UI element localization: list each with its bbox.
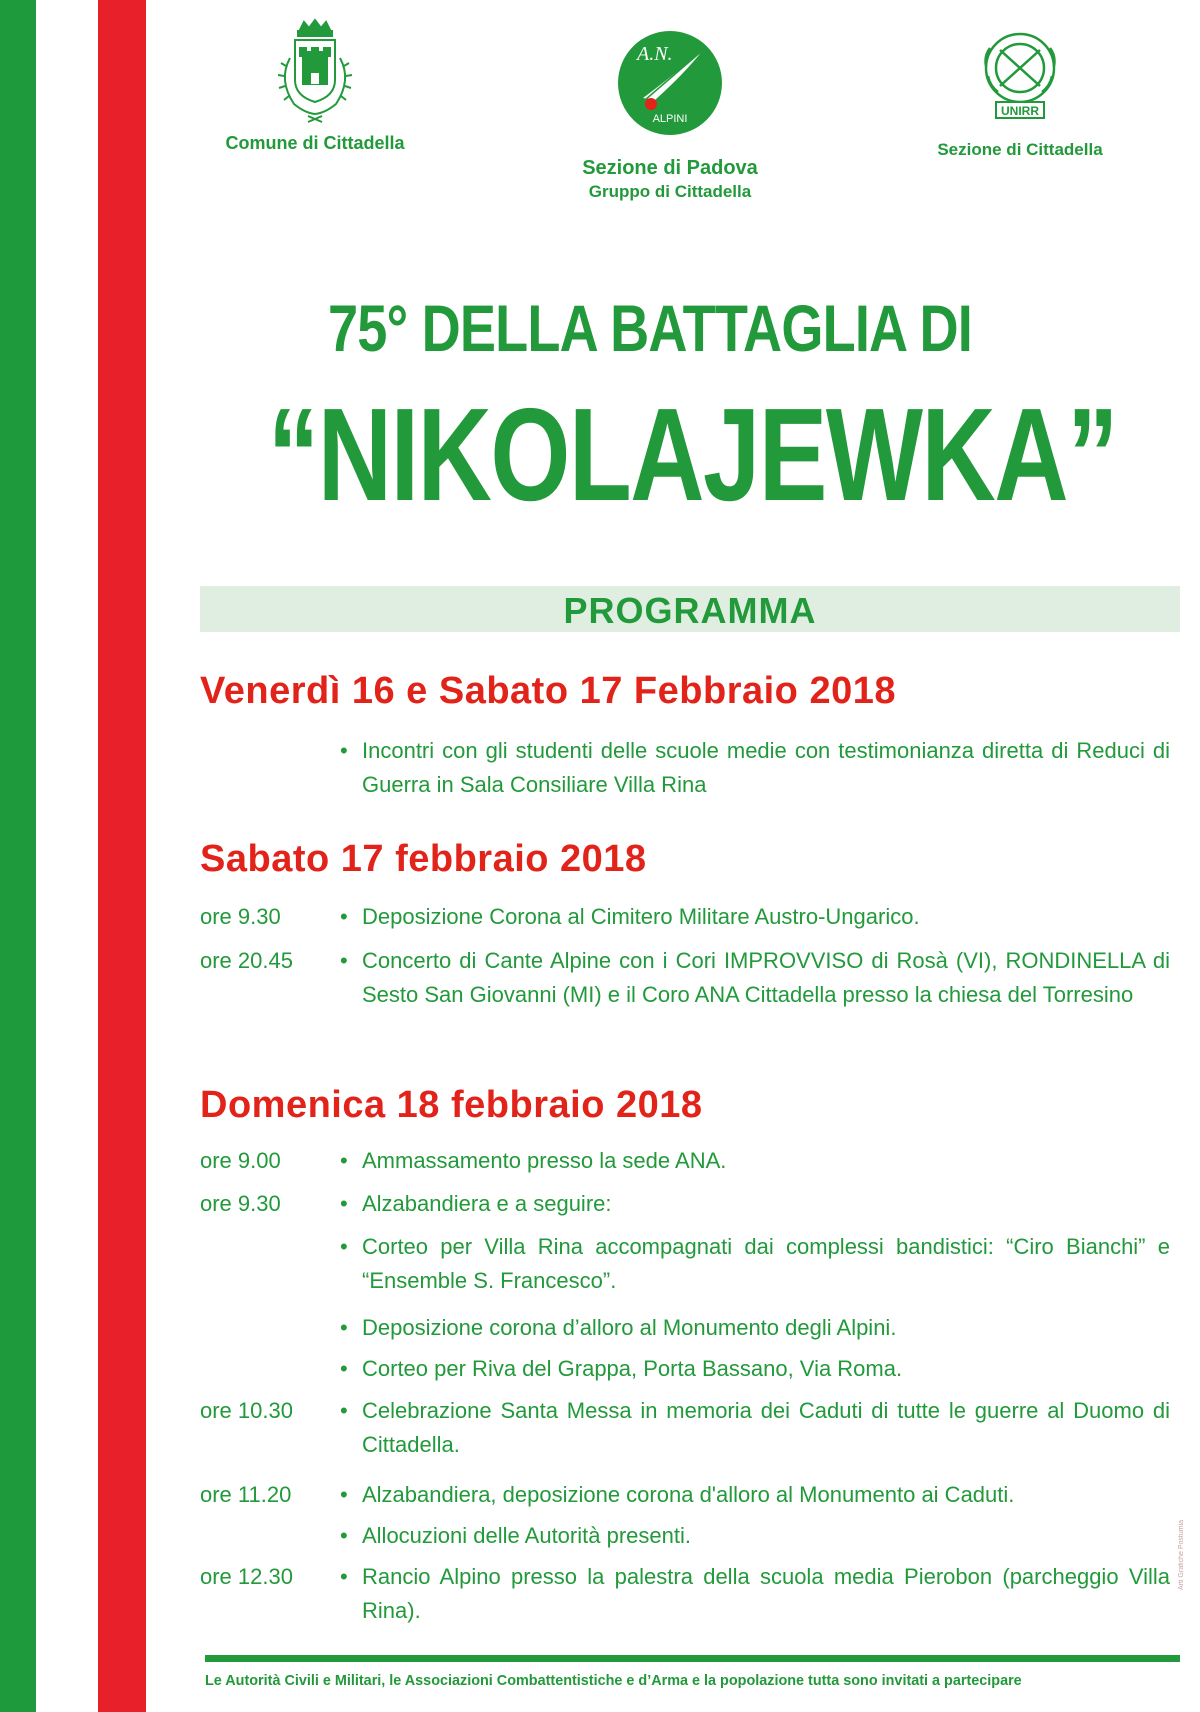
event-time: ore 11.20 <box>200 1482 292 1507</box>
event-time: ore 9.30 <box>200 1191 281 1216</box>
footer-divider <box>205 1655 1180 1662</box>
ana-feather-emblem-icon <box>615 28 725 138</box>
bullet-icon: • <box>340 1148 348 1173</box>
event-text: Alzabandiera, deposizione corona d'alloro al Monumento ai Caduti. <box>362 1482 1015 1507</box>
ana-caption-section: Sezione di Padova <box>582 157 758 179</box>
bullet-icon: • <box>340 1191 348 1216</box>
title-line-1: 75° DELLA BATTAGLIA DI <box>327 291 973 365</box>
flag-stripe-red <box>98 0 146 1712</box>
event-row <box>200 1352 1170 1386</box>
bullet-icon: • <box>340 948 348 973</box>
day-heading-1: Venerdì 16 e Sabato 17 Febbraio 2018 <box>200 670 896 712</box>
printer-credit: Arti Grafiche Postumia <box>1178 1520 1185 1591</box>
event-row <box>200 900 1170 934</box>
ana-emblem-bottom-text: ALPINI <box>652 113 688 125</box>
unirr-caption: Sezione di Cittadella <box>937 140 1103 159</box>
event-text: Deposizione Corona al Cimitero Militare Austro-Ungarico. <box>362 904 920 929</box>
title-line-2: “NIKOLAJEWKA” <box>267 381 1117 528</box>
ana-caption-group: Gruppo di Cittadella <box>588 182 752 201</box>
event-time: ore 9.30 <box>200 904 281 929</box>
bullet-icon: • <box>340 1564 348 1589</box>
event-row <box>200 1144 1170 1178</box>
flag-stripe-green <box>0 0 36 1712</box>
event-text: Incontri con gli studenti delle scuole medie con testimonianza diretta di Reduci di Guerra in Sala Consiliare Villa Rina <box>362 738 1170 797</box>
event-time: ore 12.30 <box>200 1564 293 1589</box>
bullet-icon: • <box>340 1234 348 1259</box>
event-time: ore 10.30 <box>200 1398 293 1423</box>
day-heading-2: Sabato 17 febbraio 2018 <box>200 838 647 880</box>
event-text: Rancio Alpino presso la palestra della scuola media Pierobon (parcheggio Villa Rina). <box>362 1564 1170 1623</box>
event-text: Corteo per Riva del Grappa, Porta Bassano, Via Roma. <box>362 1356 903 1381</box>
bullet-icon: • <box>340 1315 348 1340</box>
unirr-emblem-text: UNIRR <box>1001 104 1039 118</box>
event-text: Allocuzioni delle Autorità presenti. <box>362 1523 691 1548</box>
bullet-icon: • <box>340 1398 348 1423</box>
event-text: Celebrazione Santa Messa in memoria dei Caduti di tutte le guerre al Duomo di Cittadella. <box>362 1398 1170 1457</box>
bullet-icon: • <box>340 1523 348 1548</box>
event-text: Ammassamento presso la sede ANA. <box>362 1148 727 1173</box>
ana-emblem-top-text: A.N. <box>637 43 673 65</box>
programma-heading: PROGRAMMA <box>200 586 1180 632</box>
ana-logo <box>520 28 820 202</box>
bullet-icon: • <box>340 1482 348 1507</box>
day-heading-3: Domenica 18 febbraio 2018 <box>200 1084 703 1126</box>
event-row <box>200 1519 1170 1553</box>
unirr-logo <box>920 28 1120 160</box>
event-text: Alzabandiera e a seguire: <box>362 1191 612 1216</box>
bullet-icon: • <box>340 904 348 929</box>
event-row <box>200 734 1170 802</box>
footer-invitation: Le Autorità Civili e Militari, le Associazioni Combattentistiche e d’Arma e la popolazione tutta sono invitati a partecipare <box>205 1672 1022 1689</box>
event-row <box>200 1478 1170 1512</box>
event-text: Deposizione corona d’alloro al Monumento degli Alpini. <box>362 1315 897 1340</box>
event-row <box>200 1311 1170 1345</box>
event-text: Concerto di Cante Alpine con i Cori IMPROVVISO di Rosà (VI), RONDINELLA di Sesto San Giovanni (MI) e il Coro ANA Cittadella presso la chiesa del Torresino <box>362 948 1170 1007</box>
flag-stripe-white <box>36 0 98 1712</box>
comune-caption: Comune di Cittadella <box>225 133 405 153</box>
event-row <box>200 1560 1170 1628</box>
event-text: Corteo per Villa Rina accompagnati dai complessi bandistici: “Ciro Bianchi” e “Ensemble S. Francesco”. <box>362 1234 1170 1293</box>
bullet-icon: • <box>340 738 348 763</box>
city-coat-of-arms-icon <box>270 18 360 128</box>
bullet-icon: • <box>340 1356 348 1381</box>
event-row <box>200 1394 1170 1462</box>
comune-logo <box>215 18 415 154</box>
event-row <box>200 944 1170 1012</box>
event-row <box>200 1230 1170 1298</box>
event-time: ore 20.45 <box>200 948 293 973</box>
unirr-wreath-emblem-icon <box>970 28 1070 123</box>
event-time: ore 9.00 <box>200 1148 281 1173</box>
event-row <box>200 1187 1170 1221</box>
